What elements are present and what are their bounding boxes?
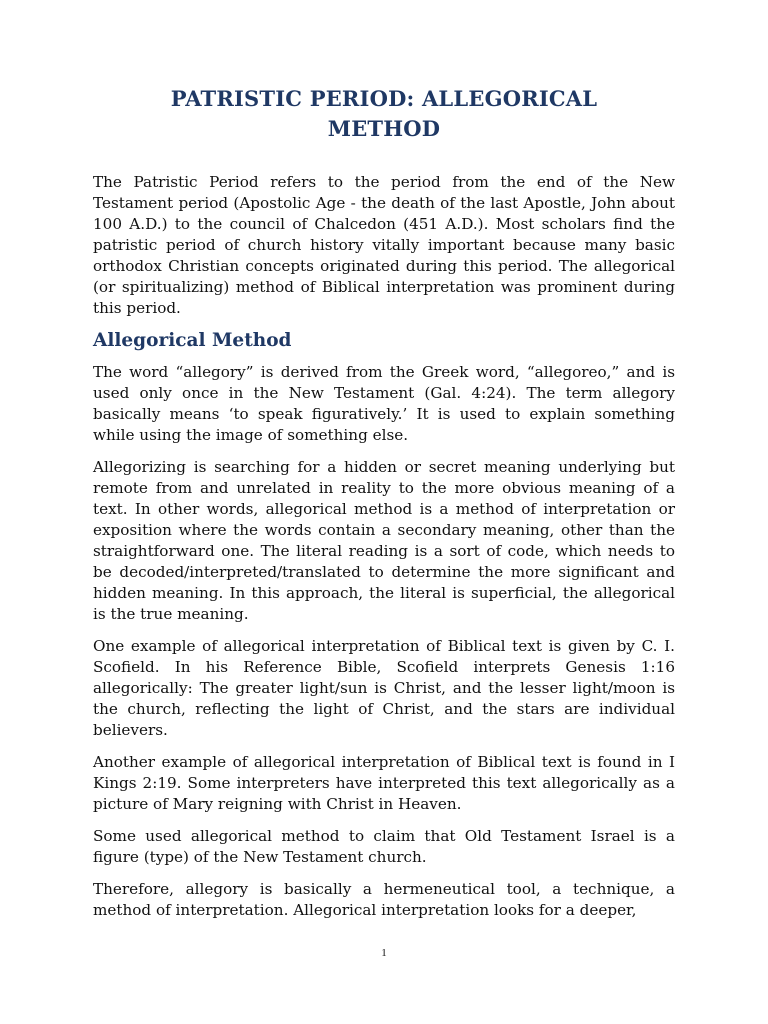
- paragraph-allegory-definition: The word “allegory” is derived from the Greek word, “allegoreo,” and is used only once in the New Testament (Gal. 4:24). The term allegory basically means ‘to speak figuratively.’ It is used to explain something while using the image of something else.: [93, 363, 675, 444]
- paragraph-allegorizing: Allegorizing is searching for a hidden or secret meaning underlying but remote from and unrelated in reality to the more obvious meaning of a text. In other words, allegorical method is a method of interpretation or exposition where the words contain a secondary meaning, other than the straightforward one. The literal reading is a sort of code, which needs to be decoded/interpreted/translated to determine the more significant and hidden meaning. In this approach, the literal is superficial, the allegorical is the true meaning.: [93, 458, 675, 623]
- paragraph-israel-figure: Some used allegorical method to claim that Old Testament Israel is a figure (type) of the New Testament church.: [93, 827, 675, 866]
- paragraph-kings-example: Another example of allegorical interpretation of Biblical text is found in I Kings 2:19. Some interpreters have interpreted this text allegorically as a picture of Mary reigning with Christ in Heaven.: [93, 753, 675, 813]
- paragraph-scofield-example: One example of allegorical interpretation of Biblical text is given by C. I. Scofield. In his Reference Bible, Scofield interprets Genesis 1:16 allegorically: The greater light/sun is Christ, and the lesser light/moon is the church, reflecting the light of Christ, and the stars are individual believers.: [93, 637, 675, 739]
- page-title: PATRISTIC PERIOD: ALLEGORICAL METHOD: [170, 86, 598, 141]
- paragraph-hermeneutical-tool: Therefore, allegory is basically a hermeneutical tool, a technique, a method of interpretation. Allegorical interpretation looks for a deeper,: [93, 880, 675, 919]
- page-number: 1: [381, 947, 387, 959]
- intro-paragraph: The Patristic Period refers to the period from the end of the New Testament period (Apostolic Age - the death of the last Apostle, John about 100 A.D.) to the council of Chalcedon (451 A.D.). Most scholars find the patristic period of church history vitally important because many basic orthodox Christian concepts originated during this period. The allegorical (or spiritualizing) method of Biblical interpretation was prominent during this period.: [93, 173, 675, 317]
- section-heading: Allegorical Method: [93, 330, 292, 351]
